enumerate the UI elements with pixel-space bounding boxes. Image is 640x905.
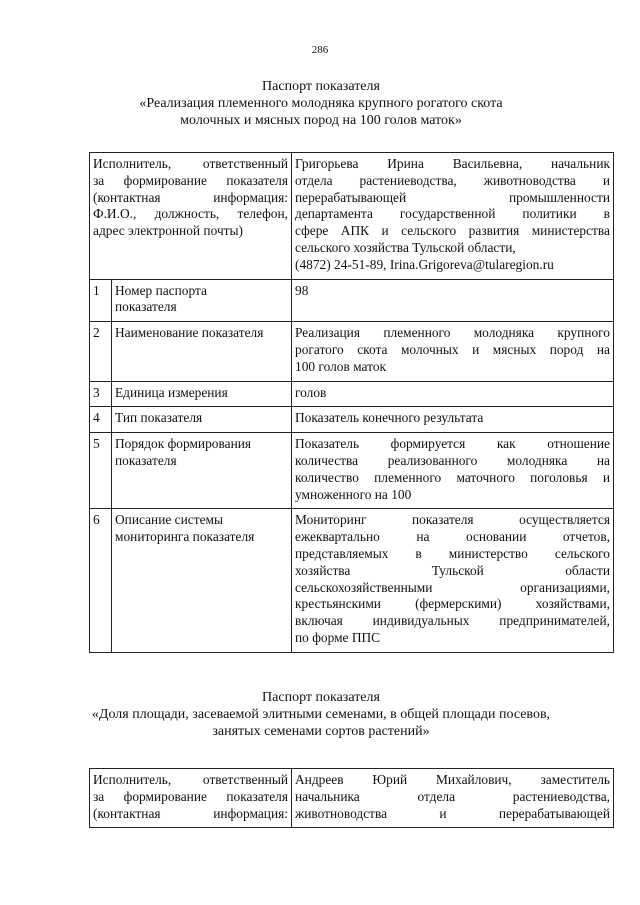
page-number: 286 xyxy=(311,44,329,56)
row-value-line: Показатель формируется как отношение xyxy=(295,436,610,452)
table-row xyxy=(90,407,614,433)
row-name-line: Номер паспорта xyxy=(115,282,207,298)
row-name xyxy=(112,322,292,381)
contact-row xyxy=(90,153,614,280)
row-value-line: ежеквартально на основании отчетов, xyxy=(295,529,610,545)
row-name xyxy=(112,433,292,509)
row-value-line: сельскохозяйственными организациями, xyxy=(295,579,610,595)
contact-label-line: за формирование показателя xyxy=(93,788,288,804)
row-value-line: умноженного на 100 xyxy=(295,486,412,502)
row-number: 3 xyxy=(90,381,112,407)
contact-row xyxy=(90,769,614,828)
contact-value-cell xyxy=(292,769,614,828)
contact-value-line: животноводства и перерабатывающей xyxy=(295,805,610,821)
table-row xyxy=(90,322,614,381)
row-value-line: включая индивидуальных предпринимателей, xyxy=(295,613,610,629)
row-value xyxy=(292,322,614,381)
row-number: 1 xyxy=(90,279,112,322)
row-value-line: рогатого скота молочных и мясных пород на xyxy=(295,341,610,357)
row-name xyxy=(112,509,292,652)
row-name-line: Порядок формирования xyxy=(115,436,252,452)
contact-value-line: начальника отдела растениеводства, xyxy=(295,788,610,804)
page-bottom-margin xyxy=(0,829,640,905)
row-value-line: крестьянскими (фермерскими) хозяйствами, xyxy=(295,596,610,612)
contact-label-line: Исполнитель, ответственный xyxy=(93,156,288,171)
contact-label-line: Ф.И.О., должность, телефон, xyxy=(93,206,288,222)
row-name-line: Описание системы xyxy=(115,512,223,528)
row-number: 4 xyxy=(90,407,112,433)
contact-value-cell xyxy=(292,153,614,280)
passport1-heading: Паспорт показателя xyxy=(262,79,380,94)
row-value-line: 98 xyxy=(295,282,309,298)
passport2-heading: Паспорт показателя xyxy=(262,690,380,705)
row-value xyxy=(292,407,614,433)
row-name-line: показателя xyxy=(115,299,177,315)
table-row xyxy=(90,433,614,509)
row-value-line: хозяйства Тульской области xyxy=(295,562,610,578)
row-name-line: мониторинга показателя xyxy=(115,529,255,545)
table-row xyxy=(90,279,614,322)
row-value-line: 100 голов маток xyxy=(295,358,387,374)
passport1-title xyxy=(90,78,552,129)
row-value xyxy=(292,433,614,509)
passport1-title-line2: молочных и мясных пород на 100 голов маток» xyxy=(180,113,462,128)
row-number: 6 xyxy=(90,509,112,652)
row-value xyxy=(292,279,614,322)
row-value-line: Показатель конечного результата xyxy=(295,410,484,426)
contact-label-line: адрес электронной почты) xyxy=(93,223,243,239)
row-value xyxy=(292,381,614,407)
row-value-line: представляемых в министерство сельского xyxy=(295,545,610,561)
row-value-line: голов xyxy=(295,384,327,400)
row-name xyxy=(112,279,292,322)
contact-label-line: Исполнитель, ответственный xyxy=(93,772,288,787)
passport2-table xyxy=(89,768,614,828)
row-value-line: количества реализованного молодняка на xyxy=(295,452,610,468)
row-name-line: Наименование показателя xyxy=(115,325,264,341)
contact-value-line: (4872) 24-51-89, Irina.Grigoreva@tularegion.ru xyxy=(295,256,554,272)
row-value-line: по форме ППС xyxy=(295,629,381,645)
passport2-title-line2: занятых семенами сортов растений» xyxy=(212,724,430,739)
contact-value-line: Андреев Юрий Михайлович, заместитель xyxy=(295,772,610,787)
row-value xyxy=(292,509,614,652)
passport1-table xyxy=(89,152,614,653)
row-name-line: Единица измерения xyxy=(115,384,228,400)
contact-label-line: (контактная информация: xyxy=(93,805,288,821)
row-value-line: Реализация племенного молодняка крупного xyxy=(295,325,610,341)
table-row xyxy=(90,509,614,652)
contact-value-line: сфере АПК и сельского развития министерства xyxy=(295,223,610,239)
row-value-line: Мониторинг показателя осуществляется xyxy=(295,512,610,528)
contact-value-line: департамента государственной политики в xyxy=(295,206,610,222)
row-name-line: Тип показателя xyxy=(115,410,203,426)
contact-label-line: (контактная информация: xyxy=(93,189,288,205)
contact-value-line: отдела растениеводства, животноводства и xyxy=(295,172,610,188)
contact-label-line: за формирование показателя xyxy=(93,172,288,188)
contact-value-line: сельского хозяйства Тульской области, xyxy=(295,239,516,255)
table-row xyxy=(90,381,614,407)
contact-value-line: перерабатывающей промышленности xyxy=(295,189,610,205)
row-value-line: количество племенного маточного поголовья и xyxy=(295,469,610,485)
row-name-line: показателя xyxy=(115,452,177,468)
contact-label-cell xyxy=(90,769,292,828)
row-number: 2 xyxy=(90,322,112,381)
passport2-title xyxy=(90,689,552,740)
passport2-title-line1: «Доля площади, засеваемой элитными семенами, в общей площади посевов, xyxy=(91,707,551,722)
row-name xyxy=(112,381,292,407)
passport1-title-line1: «Реализация племенного молодняка крупного рогатого скота xyxy=(139,96,503,111)
contact-value-line: Григорьева Ирина Васильевна, начальник xyxy=(295,156,610,171)
row-number: 5 xyxy=(90,433,112,509)
contact-label-cell xyxy=(90,153,292,280)
row-name xyxy=(112,407,292,433)
